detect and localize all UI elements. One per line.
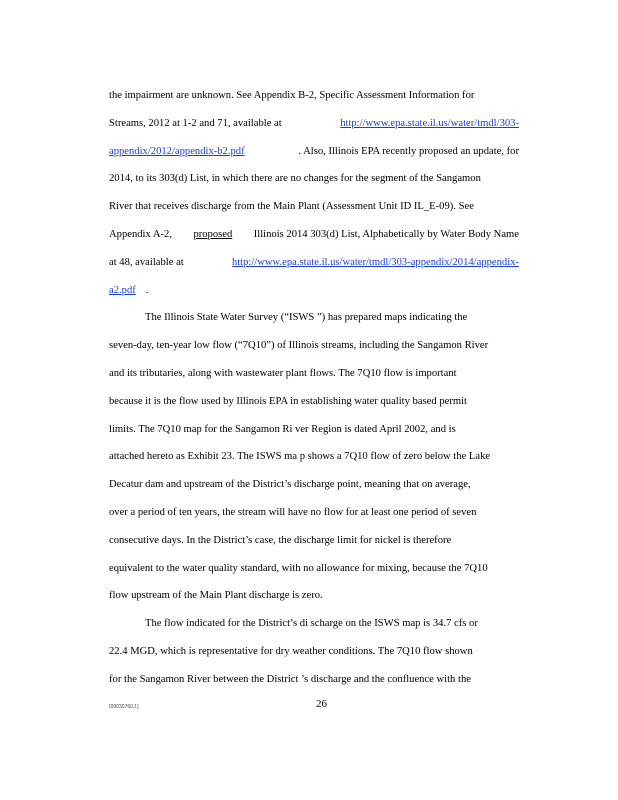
appendix-b2-link-part2[interactable]: appendix/2012/appendix-b2.pdf [109, 145, 245, 157]
text-line [109, 666, 519, 694]
text-line [109, 555, 519, 583]
appendix-b2-link-part1[interactable]: http://www.epa.state.il.us/water/tmdl/303- [340, 117, 519, 129]
text-segment: for the Sangamon River between the District ’s discharge and the confluence with the [109, 673, 471, 685]
text-line [109, 360, 519, 388]
text-line [109, 638, 519, 666]
appendix-a2-link-part2[interactable]: a2.pdf [109, 284, 136, 296]
text-line [109, 277, 519, 305]
text-line [109, 165, 519, 193]
text-line [109, 416, 519, 444]
text-segment: . [145, 284, 149, 296]
text-segment: Decatur dam and upstream of the District’s discharge point, meaning that on average, [109, 479, 471, 491]
text-segment: and its tributaries, along with wastewater plant flows. The 7Q10 flow is important [109, 367, 457, 379]
text-segment: Streams, 2012 at 1-2 and 71, available at [109, 117, 282, 129]
text-line [109, 221, 519, 249]
text-line [109, 82, 519, 110]
text-segment: Appendix A-2, [109, 228, 172, 240]
text-line [109, 610, 519, 638]
text-segment: attached hereto as Exhibit 23. The ISWS ma p shows a 7Q10 flow of zero below the Lake [109, 451, 491, 463]
text-segment: because it is the flow used by Illinois EPA in establishing water quality based permit [109, 395, 467, 407]
text-segment: at 48, available at [109, 256, 184, 268]
text-segment: 2014, to its 303(d) List, in which there are no changes for the segment of the Sangamon [109, 173, 481, 185]
text-line [109, 471, 519, 499]
document-id: {00030760.1} [109, 704, 139, 710]
text-line [109, 499, 519, 527]
body-text [109, 82, 519, 694]
text-segment: over a period of ten years, the stream will have no flow for at least one period of seven [109, 506, 477, 518]
text-line [109, 527, 519, 555]
text-segment: seven-day, ten-year low flow (“7Q10”) of Illinois streams, including the Sangamon River [109, 340, 489, 352]
text-line [109, 110, 519, 138]
text-line [109, 138, 519, 166]
text-segment: The flow indicated for the District’s di scharge on the ISWS map is 34.7 cfs or [145, 618, 478, 630]
text-segment: Illinois 2014 303(d) List, Alphabetically by Water Body Name [253, 228, 519, 240]
text-line [109, 249, 519, 277]
appendix-a2-link-part1[interactable]: http://www.epa.state.il.us/water/tmdl/303-appendix/2014/appendix- [231, 256, 519, 268]
text-line [109, 304, 519, 332]
text-line [109, 388, 519, 416]
text-segment: flow upstream of the Main Plant discharge is zero. [109, 590, 323, 602]
text-line [109, 582, 519, 610]
text-line [109, 332, 519, 360]
text-segment: equivalent to the water quality standard, with no allowance for mixing, because the 7Q10 [109, 562, 488, 574]
text-segment: consecutive days. In the District’s case, the discharge limit for nickel is therefore [109, 534, 452, 546]
text-segment: limits. The 7Q10 map for the Sangamon Ri ver Region is dated April 2002, and is [109, 423, 456, 435]
underlined-word: proposed [193, 228, 233, 240]
text-line [109, 443, 519, 471]
text-segment: River that receives discharge from the Main Plant (Assessment Unit ID IL_E-09). See [109, 201, 474, 213]
text-segment: 22.4 MGD, which is representative for dry weather conditions. The 7Q10 flow shown [109, 645, 473, 657]
text-line [109, 193, 519, 221]
page-number: 26 [316, 698, 327, 710]
text-segment: . Also, Illinois EPA recently proposed an update, for [298, 145, 519, 157]
text-segment: The Illinois State Water Survey (“ISWS ”) has prepared maps indicating the [145, 312, 468, 324]
text-segment: the impairment are unknown. See Appendix B-2, Specific Assessment Information for [109, 90, 475, 101]
